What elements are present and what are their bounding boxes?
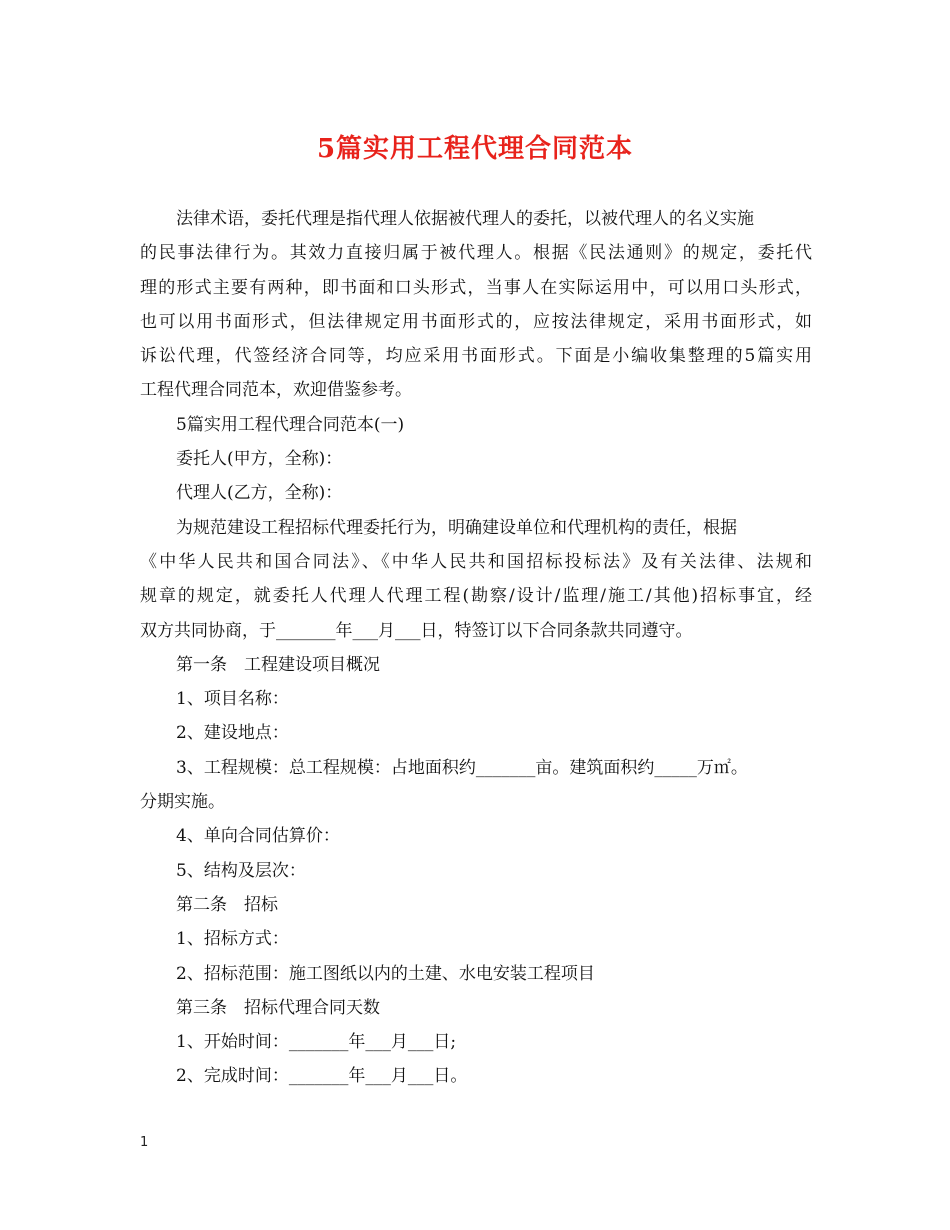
paragraph-line: 为规范建设工程招标代理委托行为，明确建设单位和代理机构的责任，根据 (176, 517, 737, 538)
paragraph-line: 分期实施。 (140, 792, 225, 813)
clause-item: 4、单向合同估算价： (176, 826, 340, 847)
principal-line: 委托人(甲方，全称)： (176, 449, 343, 470)
page-number: 1 (140, 1135, 149, 1150)
clause-item: 2、招标范围：施工图纸以内的土建、水电安装工程项目 (176, 963, 595, 984)
clause-item: 1、招标方式： (176, 929, 289, 950)
paragraph-line: 诉讼代理，代签经济合同等，均应采用书面形式。下面是小编收集整理的5篇实用 (140, 346, 812, 367)
document-title: 5篇实用工程代理合同范本 (316, 134, 634, 164)
paragraph-line: 规章的规定，就委托人代理人代理工程(勘察/设计/监理/施工/其他)招标事宜，经 (140, 586, 812, 607)
clause-item: 2、完成时间：_______年___月___日。 (176, 1066, 468, 1087)
article-heading: 第三条 招标代理合同天数 (176, 997, 380, 1018)
article-heading: 第一条 工程建设项目概况 (176, 654, 380, 675)
clause-item: 1、项目名称： (176, 689, 289, 710)
paragraph-line: 理的形式主要有两种，即书面和口头形式，当事人在实际运用中，可以用口头形式， (140, 277, 812, 298)
clause-item: 5、结构及层次： (176, 860, 306, 881)
clause-item: 3、工程规模：总工程规模：占地面积约_______亩。建筑面积约_____万㎡。 (176, 757, 748, 778)
agent-line: 代理人(乙方，全称)： (176, 483, 343, 504)
clause-item: 2、建设地点： (176, 723, 289, 744)
clause-item: 1、开始时间：_______年___月___日; (176, 1032, 457, 1053)
paragraph-line: 的民事法律行为。其效力直接归属于被代理人。根据《民法通则》的规定，委托代 (140, 243, 812, 264)
paragraph-line: 工程代理合同范本，欢迎借鉴参考。 (140, 380, 412, 401)
paragraph-line: 《中华人民共和国合同法》、《中华人民共和国招标投标法》及有关法律、法规和 (140, 551, 812, 572)
article-heading: 第二条 招标 (176, 894, 278, 915)
section-heading: 5篇实用工程代理合同范本(一) (176, 414, 405, 435)
paragraph-line: 法律术语，委托代理是指代理人依据被代理人的委托，以被代理人的名义实施 (176, 209, 754, 229)
paragraph-line: 也可以用书面形式，但法律规定用书面形式的，应按法律规定，采用书面形式，如 (140, 311, 812, 332)
document-body (140, 202, 812, 1094)
paragraph-line: 双方共同协商，于_______年___月___日，特签订以下合同条款共同遵守。 (140, 620, 693, 641)
